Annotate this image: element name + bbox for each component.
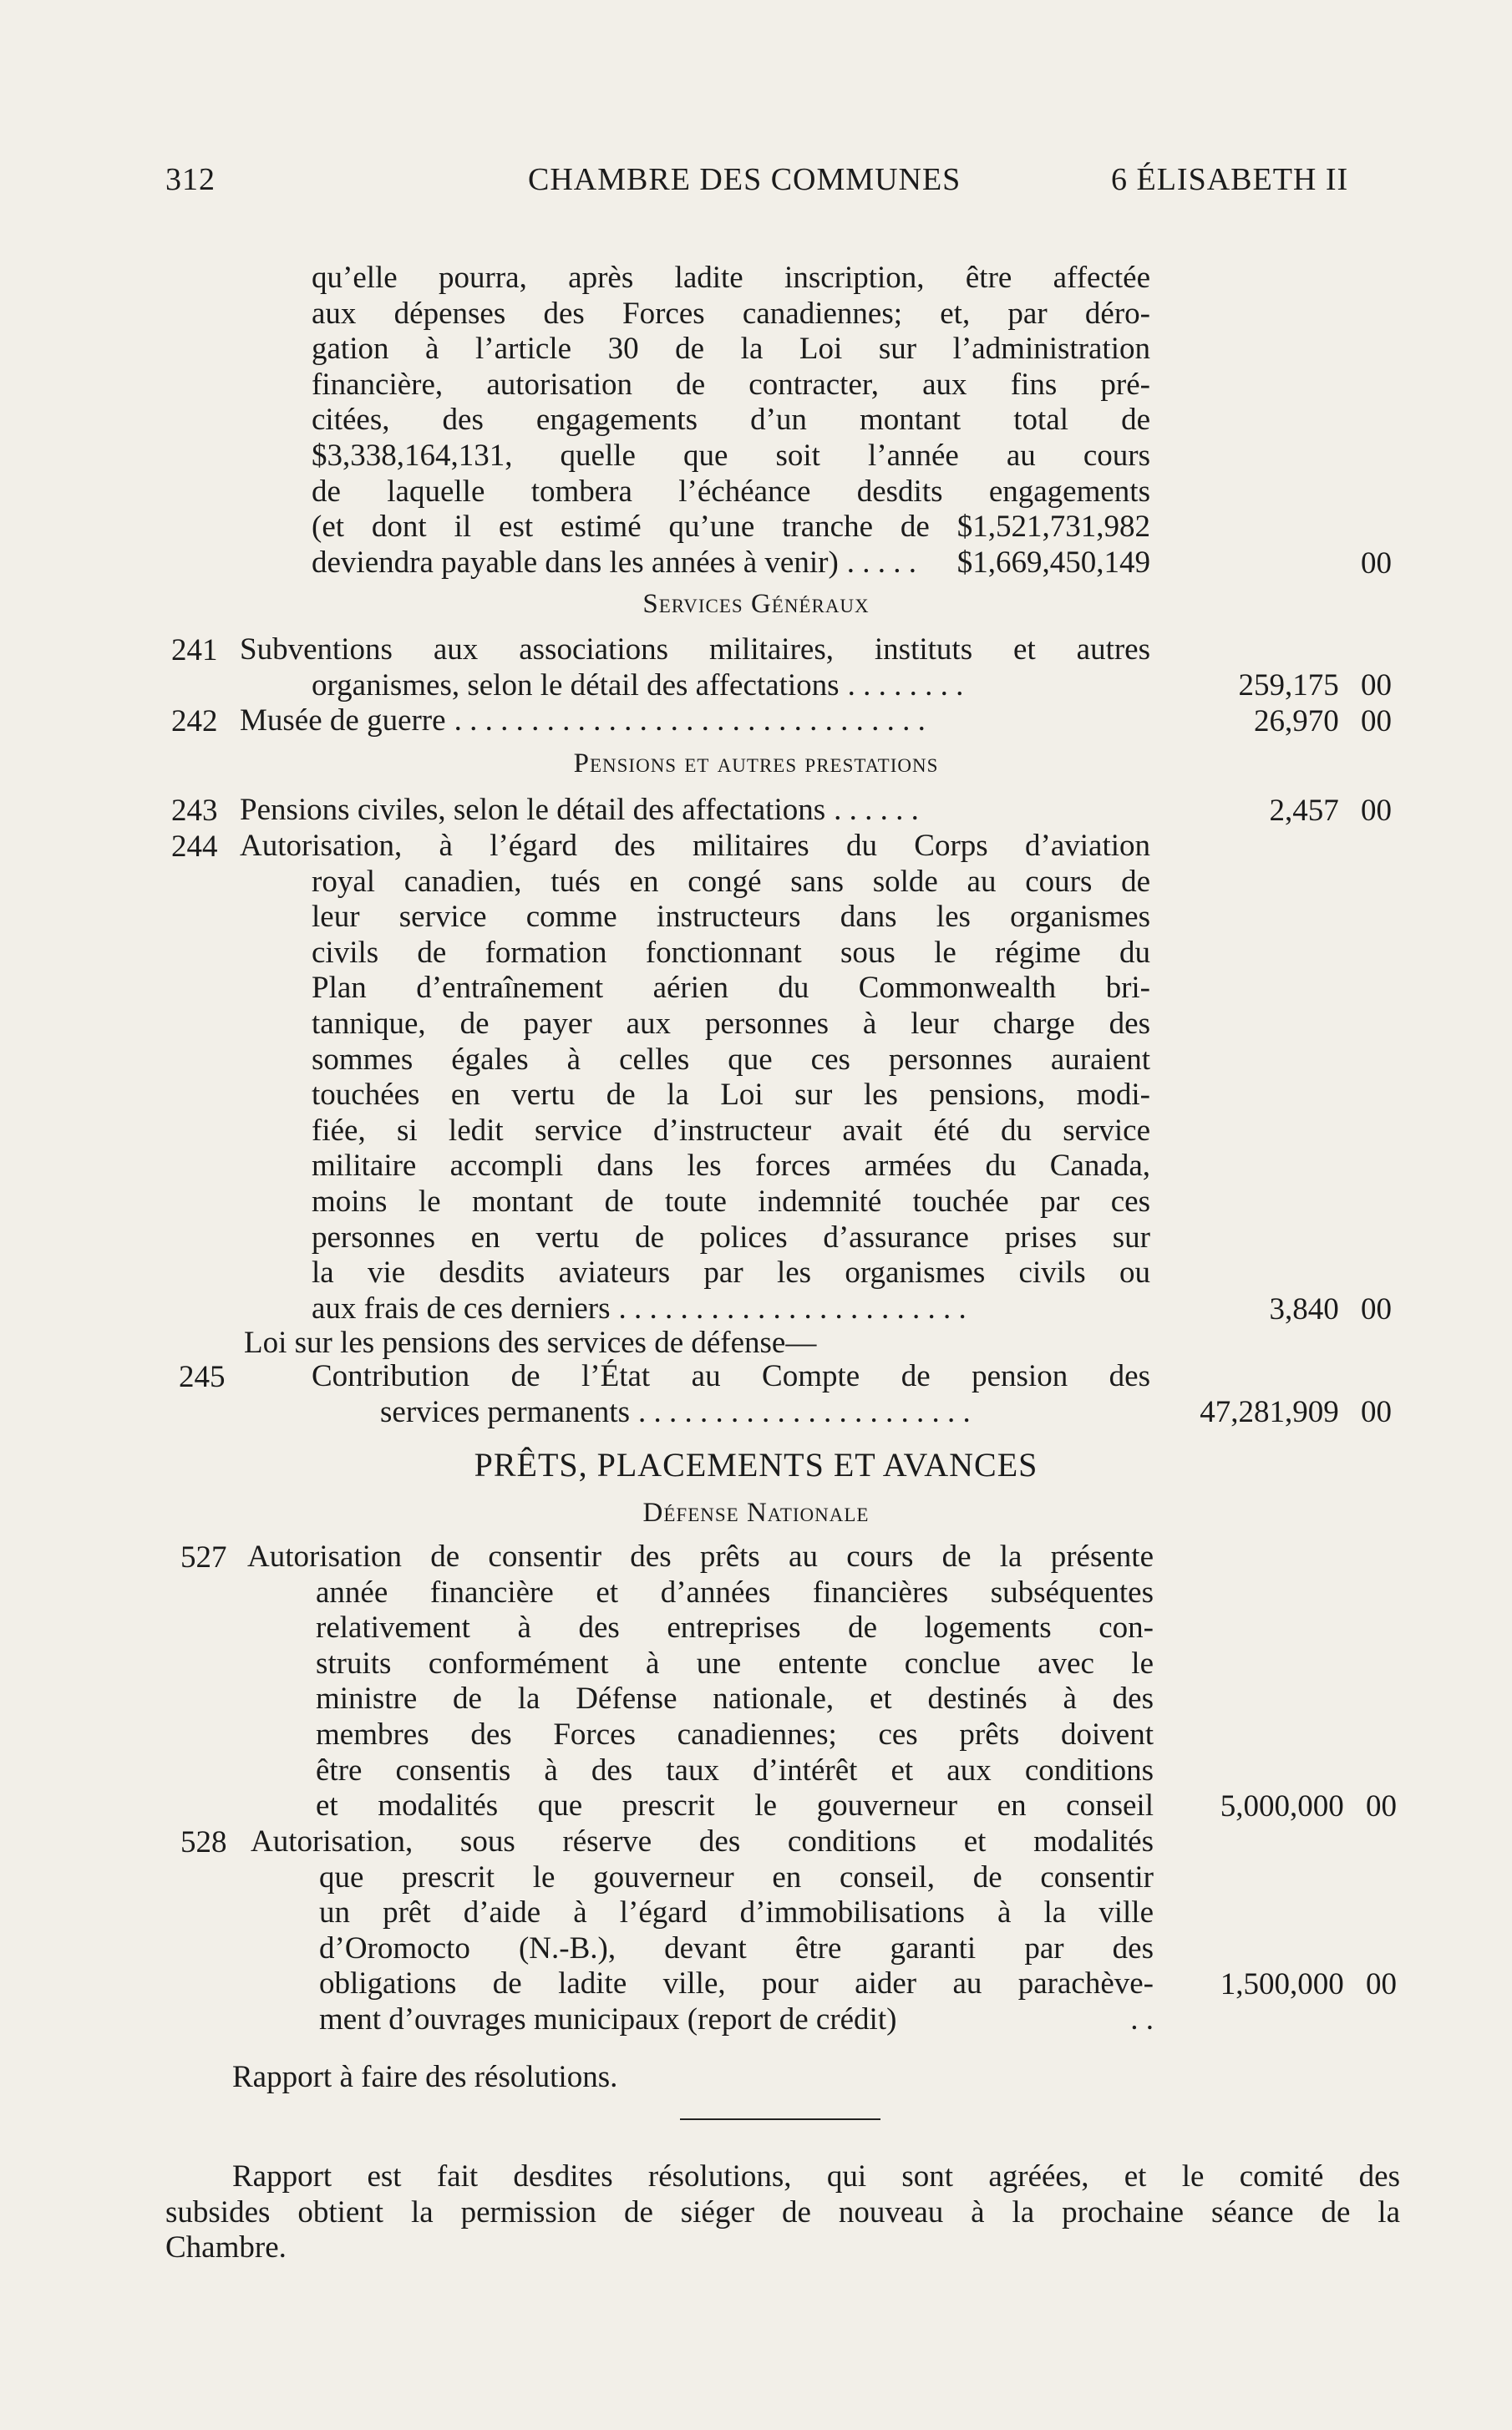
text-line-content: organismes, selon le détail des affectations bbox=[312, 667, 840, 703]
text-line: struits conformément à une entente conclue avec le bbox=[316, 1646, 1154, 1681]
item-number: 527 bbox=[180, 1540, 227, 1575]
item-527 bbox=[247, 1540, 1154, 1824]
text-line bbox=[312, 1395, 1150, 1431]
text-line: leur service comme instructeurs dans les organismes bbox=[312, 900, 1150, 935]
text-line: moins le montant de toute indemnité touchée par ces bbox=[312, 1184, 1150, 1219]
item-amount bbox=[1170, 1394, 1392, 1430]
item-amount bbox=[1170, 1291, 1392, 1327]
text-line: obligations de ladite ville, pour aider au parachève- bbox=[319, 1966, 1154, 2001]
amount-dollars: 26,970 bbox=[1254, 704, 1339, 738]
text-line bbox=[240, 793, 1150, 829]
leader-dots: . . . . . . . . . . . . . . . . . . . . . . . bbox=[618, 1291, 967, 1326]
amount-dollars: 3,840 bbox=[1269, 1292, 1339, 1327]
text-line: royal canadien, tués en congé sans solde au cours de bbox=[312, 864, 1150, 899]
intro-amount: $1,669,450,149 bbox=[956, 545, 1150, 580]
text-line: tannique, de payer aux personnes à leur charge des bbox=[312, 1006, 1150, 1041]
text-line: Chambre. bbox=[165, 2230, 287, 2265]
text-line: qu’elle pourra, après ladite inscription, être affectée bbox=[312, 261, 1150, 295]
text-line: Autorisation, à l’égard des militaires du Corps d’aviation bbox=[240, 829, 1150, 863]
text-line: gation à l’article 30 de la Loi sur l’administration bbox=[312, 332, 1150, 367]
text-line-content: ment d’ouvrages municipaux (report de crédit) bbox=[319, 2001, 897, 2037]
text-line: Autorisation, sous réserve des conditions et modalités bbox=[251, 1824, 1154, 1859]
text-line: Contribution de l’État au Compte de pension des bbox=[312, 1359, 1150, 1393]
text-line: $3,338,164,131, quelle que soit l’année au cours bbox=[312, 438, 1150, 473]
text-line: aux dépenses des Forces canadiennes; et, par déro- bbox=[312, 296, 1150, 331]
text-line: personnes en vertu de polices d’assurance prises sur bbox=[312, 1220, 1150, 1255]
report-line: Rapport à faire des résolutions. bbox=[232, 2060, 618, 2094]
item-amount bbox=[1170, 1966, 1397, 2002]
amount-dollars: 259,175 bbox=[1238, 668, 1339, 703]
item-number: 243 bbox=[171, 794, 218, 828]
amount-dollars: 1,500,000 bbox=[1220, 1967, 1344, 2001]
divider-rule bbox=[680, 2118, 880, 2120]
item-number: 241 bbox=[171, 633, 218, 667]
text-line: Plan d’entraînement aérien du Commonwealth bri- bbox=[312, 971, 1150, 1006]
leader-dots: . . . . . . . . . . . . . . . . . . . . . . . . . . . . . . . bbox=[454, 703, 926, 738]
amount-dollars: 47,281,909 bbox=[1200, 1395, 1339, 1429]
intro-cents: 00 bbox=[1361, 546, 1392, 581]
section-heading: Services Généraux bbox=[642, 589, 870, 619]
leader-dots: . . . . . . bbox=[834, 793, 919, 827]
text-line bbox=[319, 2002, 1154, 2038]
item-241 bbox=[240, 632, 1150, 703]
text-line: et modalités que prescrit le gouverneur en conseil bbox=[316, 1788, 1154, 1824]
item-245 bbox=[312, 1359, 1150, 1430]
amount-cents: 00 bbox=[1366, 1967, 1397, 2001]
item-body bbox=[251, 1860, 1154, 2038]
item-528 bbox=[251, 1824, 1154, 2038]
item-amount bbox=[1170, 703, 1392, 739]
text-line: sommes égales à celles que ces personnes auraient bbox=[312, 1042, 1150, 1077]
text-line: être consentis à des taux d’intérêt et aux conditions bbox=[316, 1753, 1154, 1788]
text-line-content: Pensions civiles, selon le détail des affectations bbox=[240, 793, 826, 827]
amount-cents: 00 bbox=[1361, 668, 1392, 703]
text-line: Autorisation de consentir des prêts au cours de la présente bbox=[247, 1540, 1154, 1574]
item-amount bbox=[1170, 1788, 1397, 1824]
text-line bbox=[240, 703, 1150, 739]
text-line: d’Oromocto (N.-B.), devant être garanti par des bbox=[319, 1930, 1154, 1966]
item-amount bbox=[1170, 667, 1392, 703]
leader-dots: . . . . . . . . . . . . . . . . . . . . . . bbox=[637, 1394, 971, 1429]
text-line: un prêt d’aide à l’égard d’immobilisations à la ville bbox=[319, 1895, 1154, 1930]
text-line: année financière et d’années financières subséquentes bbox=[316, 1575, 1154, 1610]
text-line: de laquelle tombera l’échéance desdits engagements bbox=[312, 474, 1150, 509]
page-number: 312 bbox=[165, 162, 216, 197]
amount-cents: 00 bbox=[1361, 1395, 1392, 1429]
item-244 bbox=[240, 829, 1150, 1327]
leader-dots: . . . . . bbox=[846, 545, 917, 580]
text-line bbox=[312, 1291, 1150, 1327]
running-reign: 6 ÉLISABETH II bbox=[1111, 162, 1349, 197]
text-line: membres des Forces canadiennes; ces prêts doivent bbox=[316, 1717, 1154, 1752]
leader-dots: . . . . . . . . bbox=[847, 667, 964, 703]
leader-dots: . . bbox=[1130, 2001, 1154, 2037]
text-line: subsides obtient la permission de siéger de nouveau à la prochaine séance de la bbox=[165, 2194, 1400, 2230]
text-line bbox=[312, 545, 1150, 581]
part-heading: PRÊTS, PLACEMENTS ET AVANCES bbox=[474, 1446, 1038, 1484]
running-title: CHAMBRE DES COMMUNES bbox=[528, 162, 961, 197]
intro-paragraph bbox=[312, 261, 1150, 581]
section-heading: Défense Nationale bbox=[642, 1498, 870, 1528]
item-number: 242 bbox=[171, 704, 218, 738]
amount-cents: 00 bbox=[1366, 1789, 1397, 1824]
closing-paragraph bbox=[165, 2159, 1400, 2266]
amount-cents: 00 bbox=[1361, 704, 1392, 738]
text-line-content: Musée de guerre bbox=[240, 703, 446, 738]
item-body bbox=[240, 865, 1150, 1327]
section-heading: Pensions et autres prestations bbox=[573, 748, 939, 779]
item-number: 245 bbox=[179, 1360, 226, 1394]
item-number: 244 bbox=[171, 829, 218, 864]
text-line: la vie desdits aviateurs par les organismes civils ou bbox=[312, 1256, 1150, 1291]
text-line: touchées en vertu de la Loi sur les pensions, modi- bbox=[312, 1078, 1150, 1113]
text-line: Subventions aux associations militaires, instituts et autres bbox=[240, 632, 1150, 667]
text-line: (et dont il est estimé qu’une tranche de $1,521,731,982 bbox=[312, 510, 1150, 545]
amount-cents: 00 bbox=[1361, 794, 1392, 828]
amount-dollars: 2,457 bbox=[1269, 794, 1339, 828]
text-line: que prescrit le gouverneur en conseil, de consentir bbox=[319, 1859, 1154, 1895]
text-line: ministre de la Défense nationale, et destinés à des bbox=[316, 1682, 1154, 1717]
item-243 bbox=[240, 793, 1150, 829]
item-number: 528 bbox=[180, 1825, 227, 1859]
item-242 bbox=[240, 703, 1150, 739]
text-line: fiée, si ledit service d’instructeur avait été du service bbox=[312, 1113, 1150, 1148]
text-line: Rapport est fait desdites résolutions, qui sont agréées, et le comité des bbox=[232, 2159, 1400, 2194]
text-line-content: deviendra payable dans les années à venir) bbox=[312, 545, 839, 580]
text-line: financière, autorisation de contracter, aux fins pré- bbox=[312, 367, 1150, 402]
text-line-content: aux frais de ces derniers bbox=[312, 1291, 611, 1326]
item-body bbox=[247, 1575, 1154, 1824]
text-line bbox=[240, 668, 1150, 704]
text-line: citées, des engagements d’un montant total de bbox=[312, 403, 1150, 438]
item-amount bbox=[1170, 793, 1392, 829]
text-line: civils de formation fonctionnant sous le régime du bbox=[312, 935, 1150, 970]
text-line-content: services permanents bbox=[380, 1394, 630, 1429]
text-line: relativement à des entreprises de logements con- bbox=[316, 1611, 1154, 1646]
amount-cents: 00 bbox=[1361, 1292, 1392, 1327]
amount-dollars: 5,000,000 bbox=[1220, 1789, 1344, 1824]
act-title: Loi sur les pensions des services de défense— bbox=[244, 1326, 817, 1360]
text-line: militaire accompli dans les forces armées du Canada, bbox=[312, 1149, 1150, 1184]
